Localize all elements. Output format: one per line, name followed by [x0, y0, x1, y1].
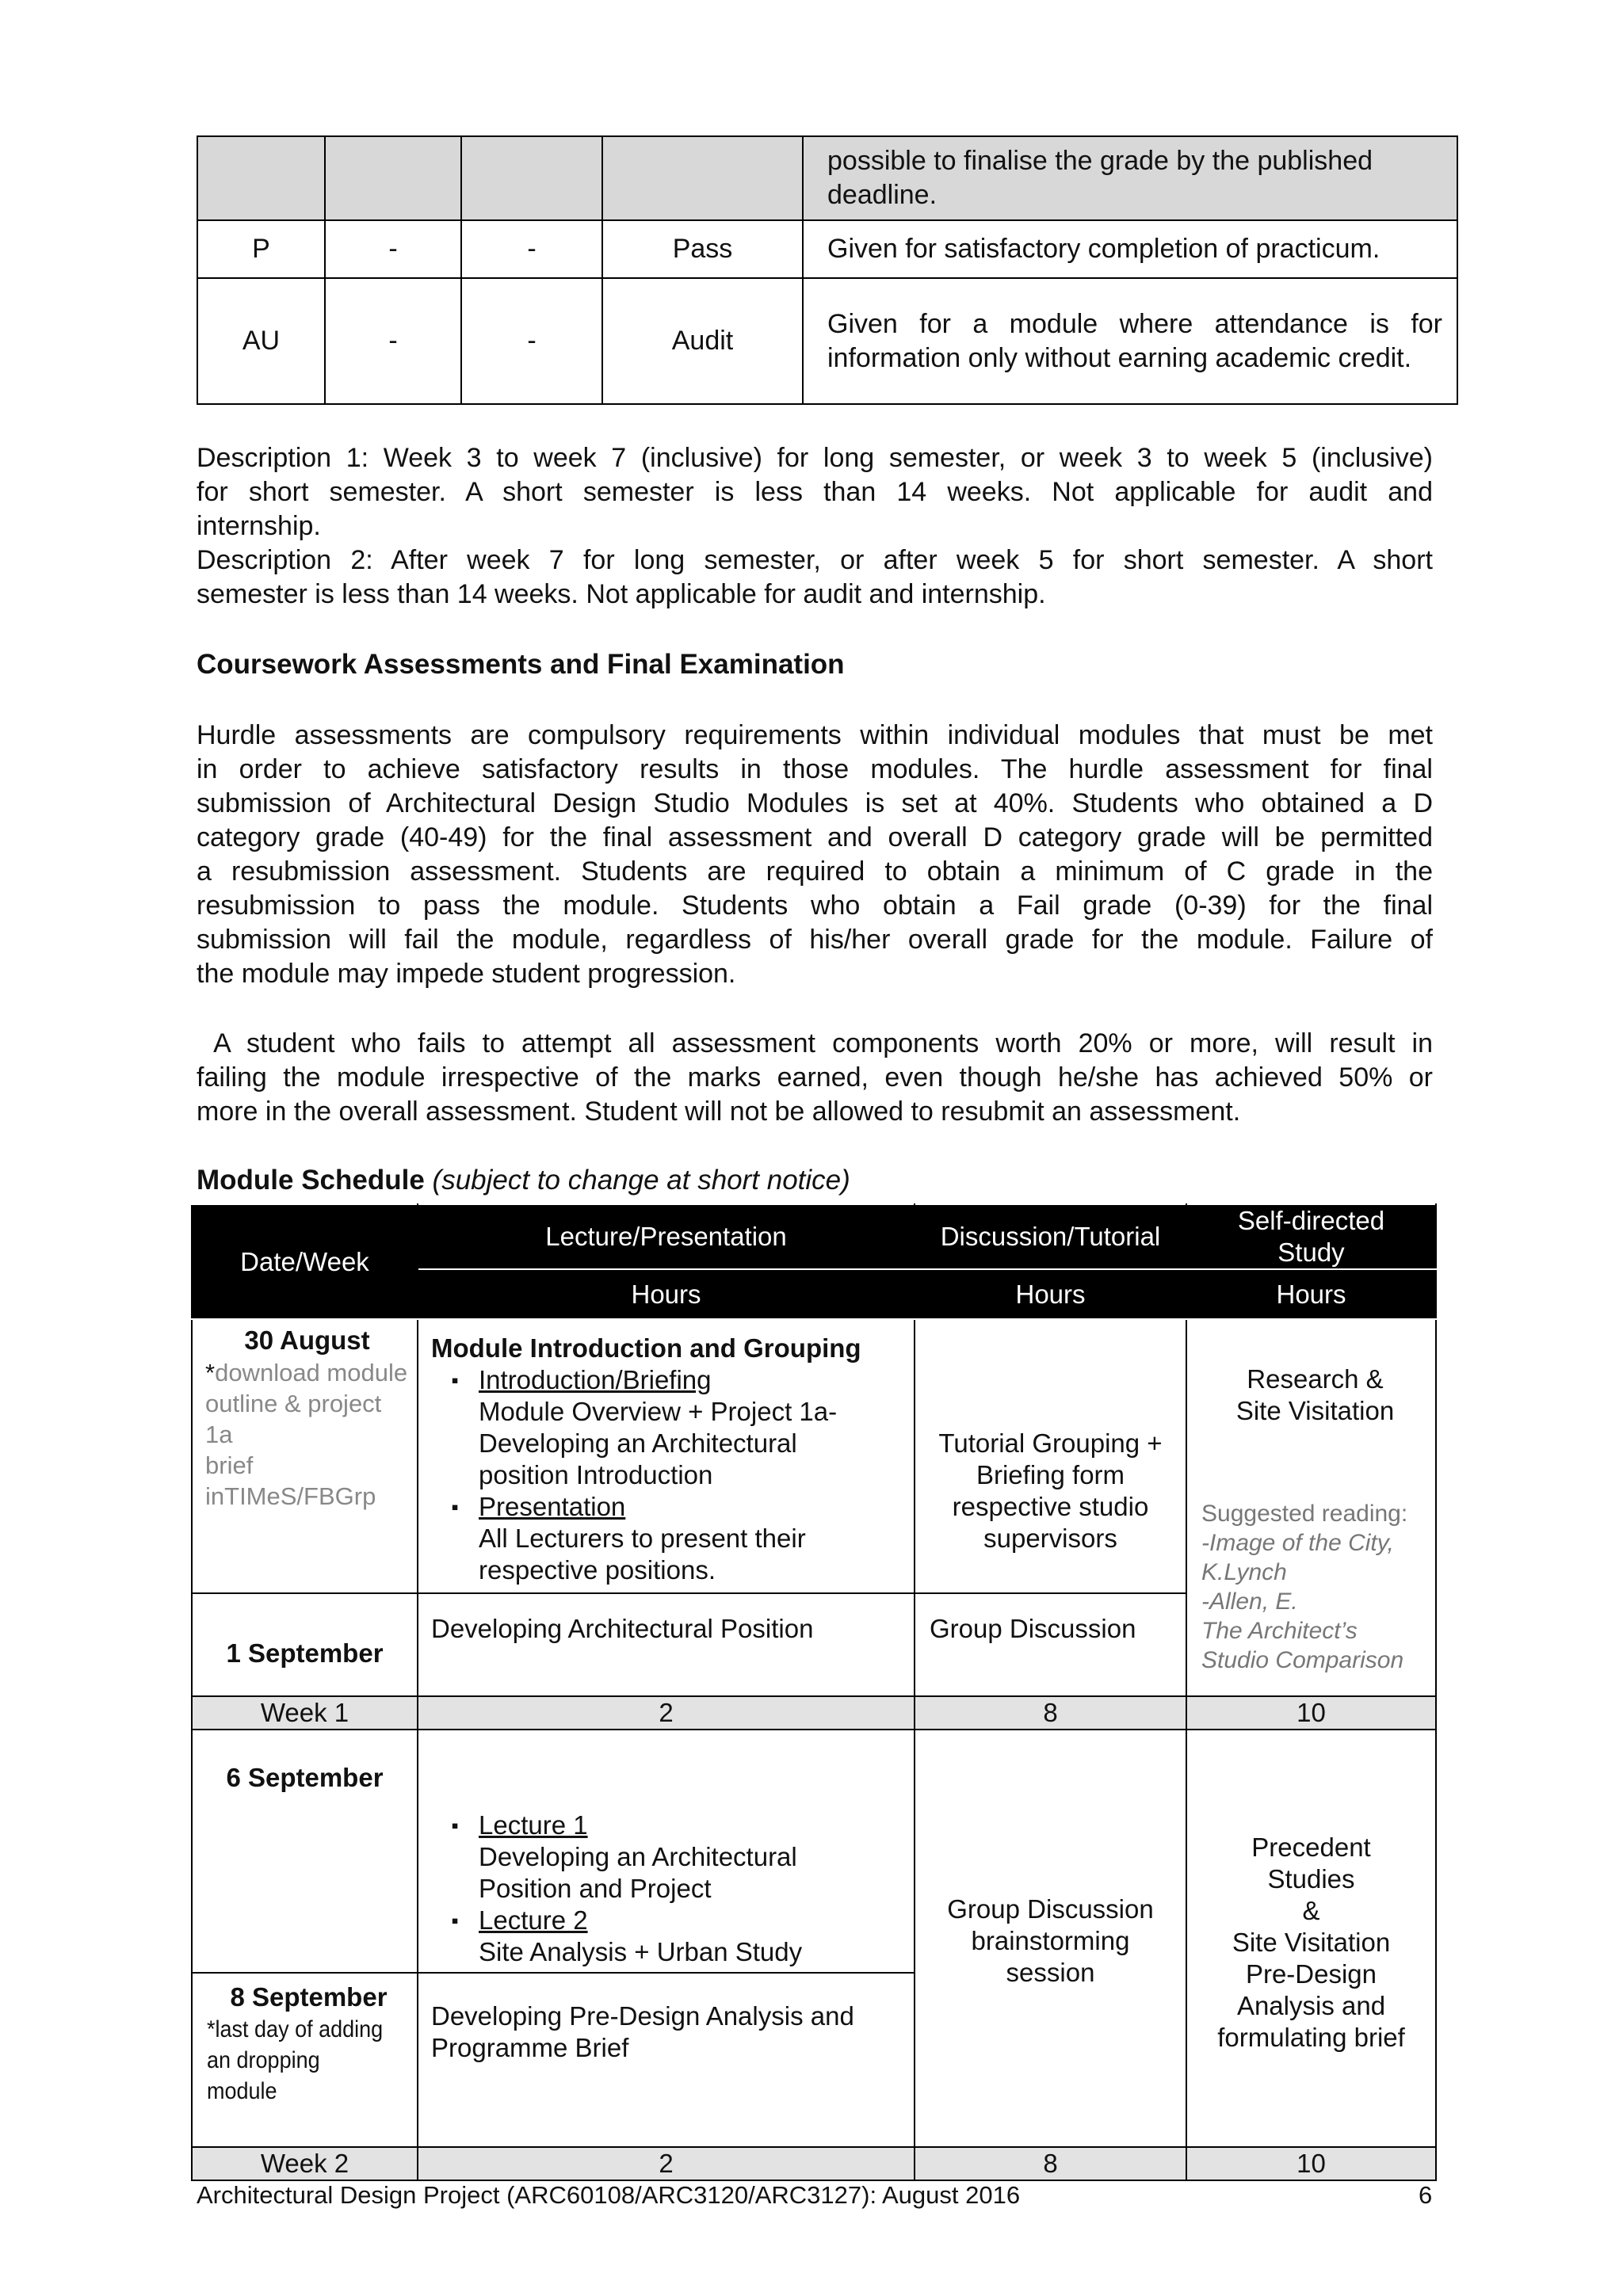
grade-description: Given for satisfactory completion of practicum. — [803, 220, 1457, 278]
lecture-cell: Developing Architectural Position — [418, 1593, 915, 1696]
grade-name: Audit — [602, 278, 803, 404]
date-note: an dropping — [207, 2047, 320, 2073]
date-cell — [192, 1973, 418, 2147]
bullet-item — [431, 1905, 906, 1968]
self-line: & — [1302, 1896, 1320, 1925]
date-cell — [192, 1319, 418, 1593]
desc-line: possible to finalise the grade by the published — [827, 146, 1373, 176]
date-note: brief — [205, 1451, 254, 1479]
bullet-line: Site Analysis + Urban Study — [479, 1937, 803, 1966]
grade-cell: - — [325, 278, 461, 404]
discussion-line: Briefing form — [976, 1460, 1125, 1489]
bullet-item — [431, 1364, 906, 1491]
schedule-week-1-row — [192, 1696, 1436, 1730]
grade-cell — [602, 136, 803, 220]
reading-line: K.Lynch — [1201, 1559, 1287, 1585]
schedule-table — [191, 1203, 1437, 2181]
grade-row-p — [197, 220, 1457, 278]
week-lecture-hours: 2 — [418, 1696, 915, 1730]
week-label: Week 1 — [192, 1696, 418, 1730]
grade-name: Pass — [602, 220, 803, 278]
reading-line: Studio Comparison — [1201, 1647, 1404, 1673]
bullet-title: Lecture 1 — [479, 1810, 588, 1840]
text-line: more in the overall assessment. Student will not be allowed to resubmit an assessment. — [197, 1097, 1241, 1127]
header-discussion: Discussion/Tutorial — [915, 1204, 1186, 1269]
discussion-line: respective studio — [952, 1492, 1149, 1521]
self-line: Precedent — [1251, 1833, 1371, 1862]
grade-code: P — [197, 220, 325, 278]
week-self-hours: 10 — [1186, 2147, 1436, 2180]
date-cell — [192, 1593, 418, 1696]
self-directed-cell — [1186, 1730, 1436, 2147]
discussion-cell: Group Discussion — [915, 1593, 1186, 1696]
bullet-title: Lecture 2 — [479, 1905, 588, 1935]
discussion-line: Group Discussion — [947, 1894, 1154, 1924]
bullet-title: Introduction/Briefing — [479, 1365, 712, 1394]
header-self-directed — [1186, 1204, 1436, 1269]
reading-line: -Allen, E. — [1201, 1589, 1298, 1615]
header-date-week: Date/Week — [192, 1204, 418, 1319]
text-line: Description 2: After week 7 for long semester, or after week 5 for short semester. A short — [197, 545, 1433, 575]
schedule-week-2-row — [192, 2147, 1436, 2180]
header-line: Study — [1277, 1238, 1345, 1267]
discussion-line: Tutorial Grouping + — [938, 1428, 1163, 1458]
bullet-item — [431, 1810, 906, 1905]
lecture-line: Developing Pre-Design Analysis and — [431, 2001, 854, 2031]
text-line: for short semester. A short semester is less than 14 weeks. Not applicable for audit and — [197, 477, 1433, 507]
date-label: 1 September — [226, 1638, 384, 1668]
lecture-cell — [418, 1973, 915, 2147]
coursework-heading: Coursework Assessments and Final Examination — [197, 649, 845, 680]
bullet-title: Presentation — [479, 1492, 626, 1521]
grade-cell — [197, 136, 325, 220]
coursework-paragraph-2 — [197, 1027, 1433, 1129]
discussion-cell — [915, 1730, 1186, 2147]
text-line: category grade (40-49) for the final assessment and overall D category grade will be permitted — [197, 822, 1433, 852]
date-label: 6 September — [226, 1763, 384, 1792]
schedule-subtitle: (subject to change at short notice) — [432, 1165, 850, 1196]
grade-description: Given for a module where attendance is for information only without earning academic credit. — [803, 278, 1457, 404]
grade-cell: - — [325, 220, 461, 278]
text-line: resubmission to pass the module. Students who obtain a Fail grade (0-39) for the final — [197, 891, 1433, 921]
self-line: Site Visitation — [1235, 1396, 1395, 1425]
grade-cell — [461, 136, 602, 220]
self-line: Studies — [1267, 1864, 1355, 1894]
header-hours: Hours — [418, 1269, 915, 1319]
schedule-title: Module Schedule — [197, 1165, 425, 1196]
grade-cell — [325, 136, 461, 220]
self-line: formulating brief — [1217, 2023, 1405, 2052]
bullet-icon: ▪ — [451, 1814, 459, 1837]
header-lecture: Lecture/Presentation — [418, 1204, 915, 1269]
coursework-paragraph-1 — [197, 719, 1433, 991]
week-discussion-hours: 8 — [915, 2147, 1186, 2180]
lecture-cell — [418, 1730, 915, 1973]
desc-line: deadline. — [827, 180, 938, 210]
text-line: Hurdle assessments are compulsory requirements within individual modules that must be met — [197, 720, 1433, 750]
week-self-hours: 10 — [1186, 1696, 1436, 1730]
schedule-row-aug30 — [192, 1319, 1436, 1593]
grade-cell: - — [461, 278, 602, 404]
grade-table — [197, 135, 1458, 405]
text-line: internship. — [197, 511, 321, 541]
text-line: semester is less than 14 weeks. Not applicable for audit and internship. — [197, 579, 1046, 609]
bullet-icon: ▪ — [451, 1909, 459, 1932]
self-directed-cell — [1186, 1319, 1436, 1696]
bullet-line: Module Overview + Project 1a- — [479, 1397, 838, 1426]
discussion-cell — [915, 1319, 1186, 1593]
date-note: inTIMeS/FBGrp — [205, 1482, 376, 1510]
reading-line: -Image of the City, — [1201, 1530, 1394, 1556]
text-line: Description 1: Week 3 to week 7 (inclusive) for long semester, or week 3 to week 5 (inclusive) — [197, 443, 1433, 473]
self-line: Site Visitation — [1232, 1928, 1391, 1957]
header-line: Self-directed — [1237, 1206, 1385, 1235]
reading-title: Suggested reading: — [1201, 1501, 1408, 1527]
grade-row-au — [197, 278, 1457, 404]
bullet-icon: ▪ — [451, 1495, 459, 1519]
self-line: Analysis and — [1236, 1991, 1386, 2020]
grade-description — [803, 136, 1457, 220]
text-line: the module may impede student progression. — [197, 959, 736, 989]
date-note: last day of adding — [215, 2016, 384, 2042]
lecture-title: Module Introduction and Grouping — [431, 1333, 861, 1363]
grade-row-continued — [197, 136, 1457, 220]
bullet-item — [431, 1491, 906, 1586]
lecture-line: Programme Brief — [431, 2033, 629, 2062]
text-line: a resubmission assessment. Students are required to obtain a minimum of C grade in the — [197, 856, 1433, 887]
self-line: Research & — [1247, 1364, 1384, 1394]
schedule-row-sep6 — [192, 1730, 1436, 1973]
bullet-line: Developing an Architectural — [479, 1842, 797, 1871]
date-note: download module — [215, 1359, 408, 1386]
week-discussion-hours: 8 — [915, 1696, 1186, 1730]
discussion-line: brainstorming — [971, 1926, 1130, 1955]
note-star: * — [207, 2016, 216, 2042]
text-line: A student who fails to attempt all assessment components worth 20% or more, will result in — [197, 1028, 1433, 1058]
page-number: 6 — [1419, 2181, 1433, 2209]
bullet-line: Developing an Architectural — [479, 1428, 797, 1458]
footer-text: Architectural Design Project (ARC60108/ARC3120/ARC3127): August 2016 — [197, 2181, 1021, 2209]
text-line: failing the module irrespective of the marks earned, even though he/she has achieved 50% or — [197, 1062, 1433, 1093]
lecture-cell — [418, 1319, 915, 1593]
date-cell — [192, 1730, 418, 1973]
reading-line: The Architect’s — [1201, 1618, 1358, 1644]
bullet-line: respective positions. — [479, 1555, 716, 1585]
text-line: submission of Architectural Design Studio Modules is set at 40%. Students who obtained a D — [197, 788, 1433, 818]
schedule-header-row — [192, 1204, 1436, 1269]
week-label: Week 2 — [192, 2147, 418, 2180]
description-2 — [197, 543, 1433, 612]
schedule-title-line — [197, 1165, 850, 1196]
bullet-line: position Introduction — [479, 1460, 713, 1489]
header-hours: Hours — [1186, 1269, 1436, 1319]
week-lecture-hours: 2 — [418, 2147, 915, 2180]
description-1 — [197, 441, 1433, 543]
discussion-line: supervisors — [983, 1524, 1117, 1553]
note-star: * — [205, 1359, 216, 1386]
text-line: submission will fail the module, regardless of his/her overall grade for the module. Failure of — [197, 925, 1433, 955]
bullet-icon: ▪ — [451, 1368, 459, 1392]
date-note: module — [207, 2078, 277, 2104]
header-hours: Hours — [915, 1269, 1186, 1319]
date-label: 30 August — [244, 1325, 370, 1355]
text-line: in order to achieve satisfactory results in those modules. The hurdle assessment for final — [197, 754, 1433, 784]
grade-code: AU — [197, 278, 325, 404]
bullet-line: Position and Project — [479, 1874, 712, 1903]
grade-cell: - — [461, 220, 602, 278]
self-line: Pre-Design — [1245, 1959, 1377, 1989]
bullet-line: All Lecturers to present their — [479, 1524, 806, 1553]
date-note: outline & project 1a — [205, 1390, 382, 1448]
date-label: 8 September — [230, 1982, 388, 2012]
discussion-line: session — [1006, 1958, 1095, 1987]
